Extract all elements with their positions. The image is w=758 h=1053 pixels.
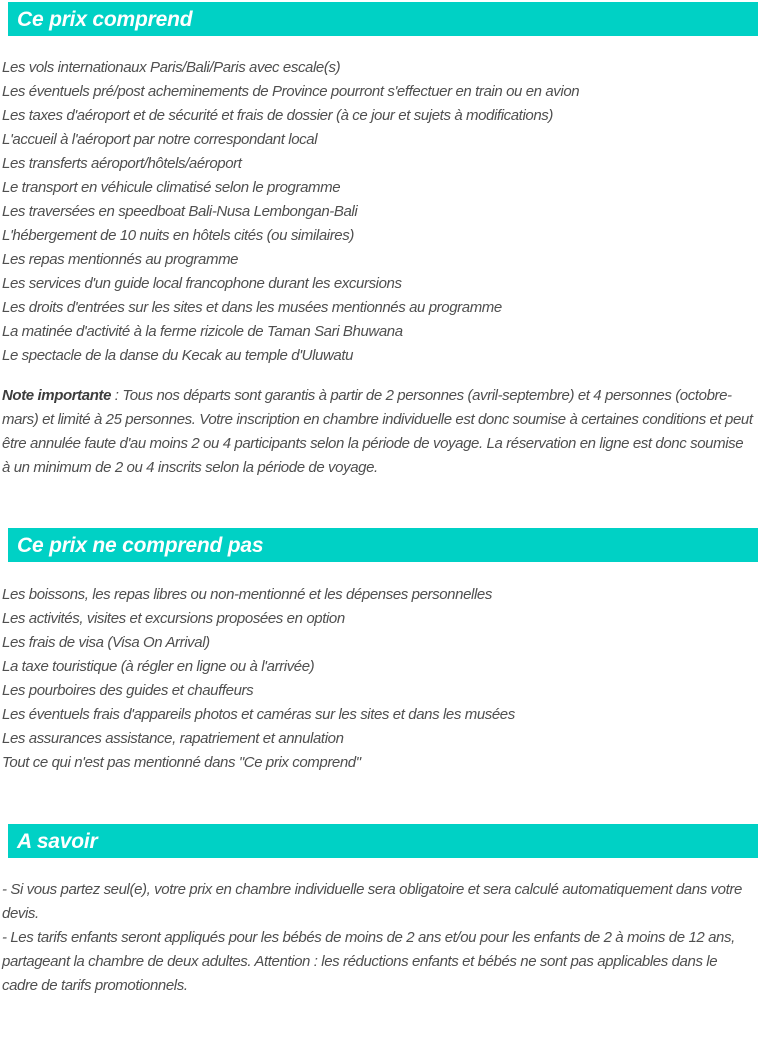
price-included-item: Les traversées en speedboat Bali-Nusa Lembongan-Bali xyxy=(2,203,358,220)
price-included-item: Les repas mentionnés au programme xyxy=(2,251,239,268)
to-know-paragraph: - Si vous partez seul(e), votre prix en chambre individuelle sera obligatoire et sera calculé automatiquement dans votre devis. xyxy=(2,881,742,922)
important-note-label: Note importante xyxy=(2,387,112,404)
price-not-included-item: Les assurances assistance, rapatriement et annulation xyxy=(2,730,344,747)
price-not-included-list xyxy=(0,583,758,775)
price-not-included-item: Tout ce qui n'est pas mentionné dans "Ce prix comprend" xyxy=(2,754,361,771)
price-not-included-item: Les boissons, les repas libres ou non-mentionné et les dépenses personnelles xyxy=(2,586,492,603)
section-title: A savoir xyxy=(17,829,98,853)
price-not-included-item: Les pourboires des guides et chauffeurs xyxy=(2,682,254,699)
price-not-included-item: Les éventuels frais d'appareils photos et caméras sur les sites et dans les musées xyxy=(2,706,515,723)
price-not-included-item: Les frais de visa (Visa On Arrival) xyxy=(2,634,210,651)
price-included-item: L'hébergement de 10 nuits en hôtels cités (ou similaires) xyxy=(2,227,354,244)
price-included-item: Les vols internationaux Paris/Bali/Paris avec escale(s) xyxy=(2,59,341,76)
price-included-item: L'accueil à l'aéroport par notre correspondant local xyxy=(2,131,318,148)
important-note-text: : Tous nos départs sont garantis à partir de 2 personnes (avril-septembre) et 4 personnes (octobre-mars) et limité à 25 personnes. Votre inscription en chambre individuelle est donc soumise à certaines conditions et peut être annulée faute d'au moins 2 ou 4 participants selon la période de voyage. La réservation en ligne est donc soumise à un minimum de 2 ou 4 inscrits selon la période de voyage. xyxy=(2,387,753,476)
price-included-list xyxy=(0,56,758,480)
to-know-paragraphs xyxy=(0,878,758,998)
section-price-included xyxy=(0,2,758,480)
price-not-included-item: Les activités, visites et excursions proposées en option xyxy=(2,610,345,627)
section-title: Ce prix comprend xyxy=(17,7,193,31)
section-title: Ce prix ne comprend pas xyxy=(17,533,264,557)
price-not-included-item: La taxe touristique (à régler en ligne ou à l'arrivée) xyxy=(2,658,315,675)
section-price-not-included xyxy=(0,528,758,775)
important-note xyxy=(2,384,754,480)
price-details-page xyxy=(0,2,758,998)
price-included-item: Les services d'un guide local francophone durant les excursions xyxy=(2,275,402,292)
price-included-item: La matinée d'activité à la ferme rizicole de Taman Sari Bhuwana xyxy=(2,323,403,340)
price-included-item: Le spectacle de la danse du Kecak au temple d'Uluwatu xyxy=(2,347,354,364)
price-included-item: Les transferts aéroport/hôtels/aéroport xyxy=(2,155,242,172)
section-to-know xyxy=(0,824,758,998)
price-included-item: Les taxes d'aéroport et de sécurité et frais de dossier (à ce jour et sujets à modifications) xyxy=(2,107,553,124)
section-header-price-included xyxy=(8,2,758,36)
section-header-price-not-included xyxy=(8,528,758,562)
price-included-item: Les droits d'entrées sur les sites et dans les musées mentionnés au programme xyxy=(2,299,502,316)
to-know-paragraph: - Les tarifs enfants seront appliqués pour les bébés de moins de 2 ans et/ou pour les enfants de 2 à moins de 12 ans, partageant la chambre de deux adultes. Attention : les réductions enfants et bébés ne sont pas applicables dans le cadre de tarifs promotionnels. xyxy=(2,929,735,994)
price-included-item: Le transport en véhicule climatisé selon le programme xyxy=(2,179,341,196)
price-included-item: Les éventuels pré/post acheminements de Province pourront s'effectuer en train ou en avion xyxy=(2,83,580,100)
section-header-to-know xyxy=(8,824,758,858)
